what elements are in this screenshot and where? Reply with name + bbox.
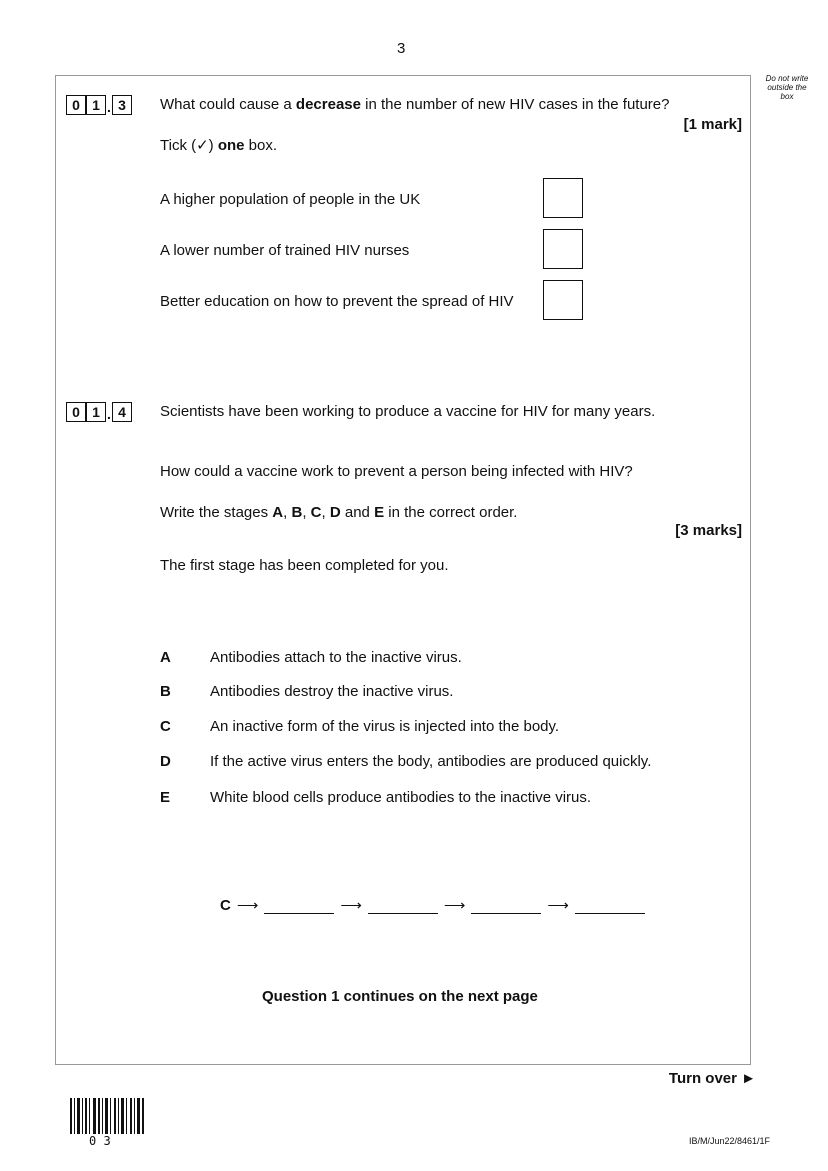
digit: 0	[66, 95, 86, 115]
stage-letter: B	[160, 683, 171, 700]
option-label: A higher population of people in the UK	[160, 191, 421, 208]
tick-box[interactable]	[543, 280, 583, 320]
instruction: Write the stages A, B, C, D and E in the correct order.	[160, 504, 518, 521]
digit: 0	[66, 402, 86, 422]
digit: 1	[86, 95, 106, 115]
arrow-icon: ⟶	[443, 897, 466, 914]
intro-text: Scientists have been working to produce a vaccine for HIV for many years.	[160, 403, 656, 420]
answer-blank[interactable]	[575, 899, 645, 914]
paper-reference: IB/M/Jun22/8461/1F	[688, 1136, 770, 1146]
arrow-icon: ⟶	[340, 897, 362, 914]
stage-text: Antibodies destroy the inactive virus.	[210, 683, 454, 700]
stage-text: White blood cells produce antibodies to the inactive virus.	[210, 789, 592, 806]
question-text: How could a vaccine work to prevent a person being infected with HIV?	[160, 463, 633, 480]
margin-note-line: Do not write	[765, 74, 809, 83]
answer-blank[interactable]	[264, 899, 334, 914]
tick-box[interactable]	[543, 178, 583, 218]
stage-letter: A	[160, 649, 171, 666]
answer-blank[interactable]	[471, 899, 541, 914]
marks-label: [3 marks]	[675, 522, 742, 539]
question-number-01-4: 0 1 . 4	[66, 402, 132, 422]
option-label: A lower number of trained HIV nurses	[160, 242, 410, 259]
first-stage-note: The first stage has been completed for you.	[160, 557, 449, 574]
margin-note-line: box	[780, 92, 794, 101]
stage-letter: E	[160, 789, 171, 806]
digit: 1	[86, 402, 106, 422]
page-number: 3	[397, 40, 406, 57]
continues-note: Question 1 continues on the next page	[262, 988, 538, 1005]
digit: 3	[112, 95, 132, 115]
marks-label: [1 mark]	[683, 116, 742, 133]
barcode-digits: 0 3	[89, 1134, 111, 1148]
turn-over: Turn over ►	[668, 1070, 756, 1087]
stage-text: If the active virus enters the body, antibodies are produced quickly.	[210, 753, 652, 770]
option-label: Better education on how to prevent the spread of HIV	[160, 293, 514, 310]
instruction: Tick (✓) one box.	[160, 137, 278, 154]
arrow-icon: ⟶	[547, 897, 569, 914]
arrow-icon: ⟶	[236, 897, 259, 914]
margin-note-line: outside the	[767, 83, 807, 92]
barcode	[70, 1098, 146, 1134]
stage-letter: D	[160, 753, 171, 770]
answer-start: C	[220, 897, 231, 914]
answer-sequence	[220, 896, 645, 914]
question-number-01-3: 0 1 . 3	[66, 95, 132, 115]
digit: 4	[112, 402, 132, 422]
stage-text: An inactive form of the virus is injected into the body.	[210, 718, 560, 735]
tick-box[interactable]	[543, 229, 583, 269]
stage-letter: C	[160, 718, 171, 735]
stage-text: Antibodies attach to the inactive virus.	[210, 649, 462, 666]
margin-note	[756, 74, 818, 101]
question-text: What could cause a decrease in the number of new HIV cases in the future?	[160, 96, 670, 113]
answer-blank[interactable]	[368, 899, 438, 914]
